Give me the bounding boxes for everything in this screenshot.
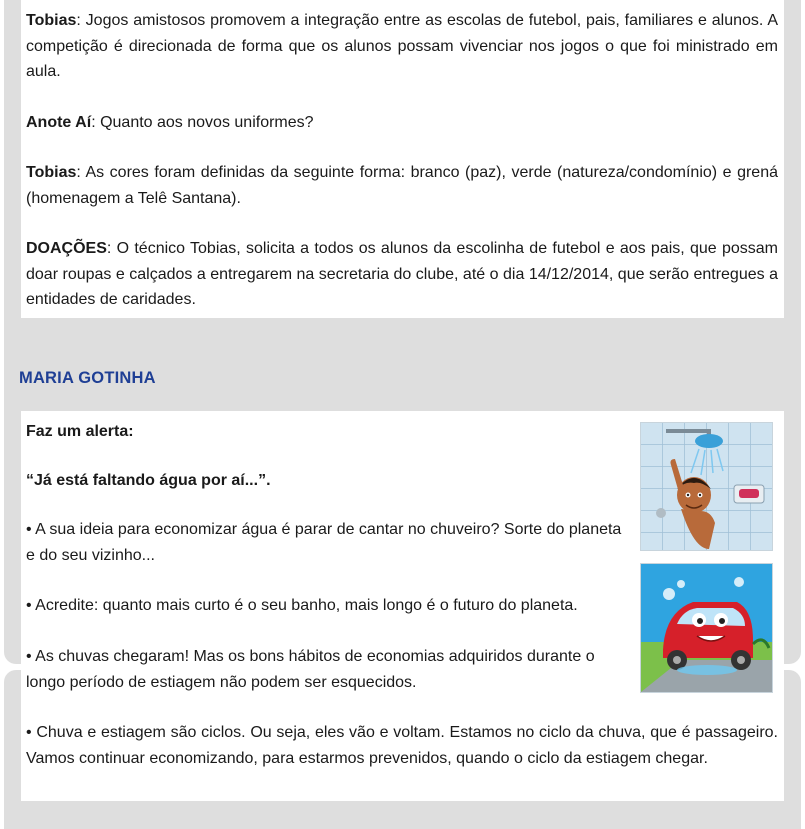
section-heading: MARIA GOTINHA (19, 369, 156, 387)
alert-quote: “Já está faltando água por aí...”. (26, 472, 271, 489)
list-item: • As chuvas chegaram! Mas os bons hábitos de economias adquiridos durante o longo período de estiagem não podem ser esquecidos. (26, 648, 595, 691)
paragraph-anote-ai: Anote Aí: Quanto aos novos uniformes? (26, 114, 314, 131)
list-item: • Acredite: quanto mais curto é o seu banho, mais longo é o futuro do planeta. (26, 597, 578, 614)
speaker-label: Anote Aí (26, 114, 92, 131)
list-item: • Chuva e estiagem são ciclos. Ou seja, eles vão e voltam. Estamos no ciclo da chuva, que é passageiro. Vamos continuar economizando, para estarmos prevenidos, quando o ciclo da estiagem chegar. (26, 724, 778, 767)
paragraph-tobias-2: Tobias: As cores foram definidas da seguinte forma: branco (paz), verde (natureza/condomínio) e grená (homenagem a Telê Santana). (26, 164, 778, 207)
maria-gotinha-panel (21, 411, 784, 801)
shower-boy-illustration (640, 422, 773, 551)
car-wash-icon (641, 564, 772, 692)
paragraph-doacoes: DOAÇÕES: O técnico Tobias, solicita a todos os alunos da escolinha de futebol e aos pais, que possam doar roupas e calçados a entregarem na secretaria do clube, até o dia 14/12/2014, que serão entregues a entidades de caridades. (26, 240, 778, 308)
interview-panel (21, 0, 784, 318)
alert-intro: Faz um alerta: (26, 423, 134, 440)
speaker-label: Tobias (26, 164, 77, 181)
shower-boy-icon (641, 423, 772, 550)
paragraph-tobias-1: Tobias: Jogos amistosos promovem a integração entre as escolas de futebol, pais, familiares e alunos. A competição é direcionada de forma que os alunos possam vivenciar nos jogos o que foi ministrado em aula. (26, 12, 778, 80)
speaker-label: DOAÇÕES (26, 240, 107, 257)
speaker-label: Tobias (26, 12, 77, 29)
list-item: • A sua ideia para economizar água é parar de cantar no chuveiro? Sorte do planeta e do seu vizinho... (26, 521, 622, 564)
car-wash-illustration (640, 563, 773, 693)
